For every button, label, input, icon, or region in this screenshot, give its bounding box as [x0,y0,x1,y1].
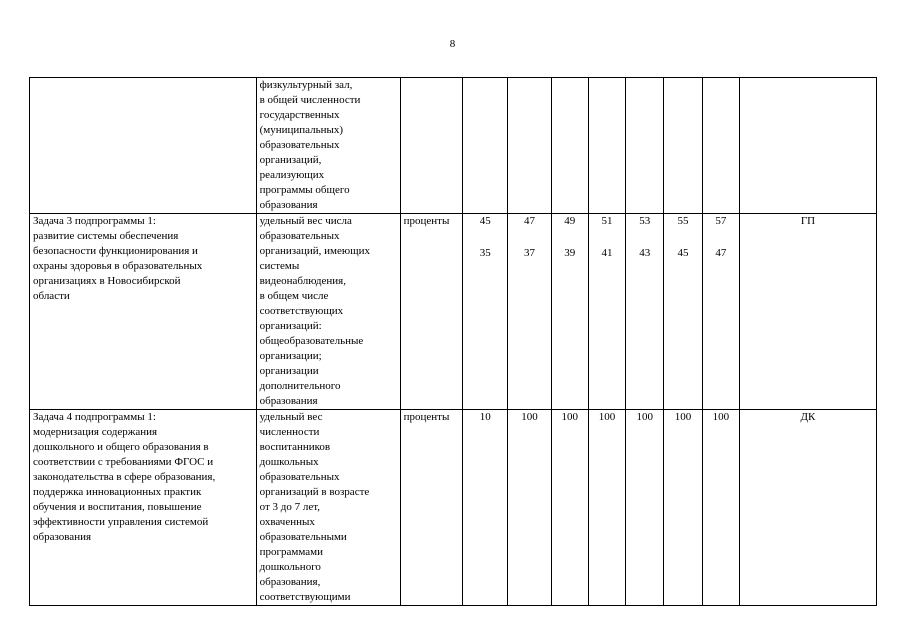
value-cell [508,410,551,606]
responsible-text: ДК [800,411,816,423]
responsible-text: ГП [800,215,816,227]
value-cell [664,214,702,410]
task-cell [30,78,257,214]
task-text: эффективности управления системой [33,516,209,528]
task-text: дошкольного и общего образования в [33,441,209,453]
indicator-text: в общей численности [259,94,361,106]
task-text: Задача 4 подпрограммы 1: [33,411,156,423]
task-text: модернизация содержания [33,426,158,438]
task-cell [30,214,257,410]
task-text: безопасности функционирования и [33,245,198,257]
value-cell [626,78,664,214]
unit-text: проценты [403,215,450,227]
indicator-text: образовательных [259,230,340,242]
indicator-text: дополнительного [259,380,341,392]
value-text: 45 [479,215,491,227]
indicator-text: организации [259,365,319,377]
value-cell [664,410,702,606]
indicator-text: образовательными [259,531,347,543]
value-text-secondary: 37 [524,247,535,259]
indicator-text: организаций: [259,320,322,332]
value-cell [463,78,508,214]
indicator-text: образовательных [259,471,340,483]
indicator-text: физкультурный зал, [259,79,353,91]
indicator-text: охваченных [259,516,315,528]
task-text: законодательства в сфере образования, [33,471,216,483]
indicator-text: соответствующими [259,591,351,603]
value-text: 100 [674,411,692,423]
value-text: 100 [561,411,579,423]
value-text: 100 [598,411,616,423]
value-cell [702,214,739,410]
indicator-text: государственных [259,109,340,121]
indicator-text: организаций в возрасте [259,486,370,498]
page-number: 8 [449,38,456,50]
value-text: 100 [712,411,730,423]
value-cell [588,410,625,606]
value-cell [551,78,588,214]
responsible-cell [739,78,876,214]
indicator-text: общеобразовательные [259,335,364,347]
unit-text: проценты [403,411,450,423]
value-text: 53 [639,215,651,227]
value-text: 55 [677,215,689,227]
indicator-text: образования, [259,576,321,588]
table-row [30,78,877,214]
indicator-text: организаций, имеющих [259,245,370,257]
unit-cell [400,410,462,606]
value-cell [508,214,551,410]
value-text-secondary: 45 [677,247,689,259]
value-text: 49 [564,215,576,227]
responsible-cell [739,410,876,606]
task-text: развитие системы обеспечения [33,230,179,242]
table-row [30,214,877,410]
task-text: Задача 3 подпрограммы 1: [33,215,156,227]
value-cell [664,78,702,214]
task-cell [30,410,257,606]
indicator-text: реализующих [259,169,325,181]
indicator-text: удельный вес [259,411,323,423]
value-text: 10 [479,411,491,423]
indicator-text: удельный вес числа [259,215,352,227]
indicator-cell [256,410,400,606]
indicator-text: образования [259,199,318,211]
indicator-text: системы [259,260,300,272]
value-text: 51 [601,215,613,227]
value-text: 57 [715,215,727,227]
indicators-table [29,77,877,606]
value-cell [508,78,551,214]
value-cell [588,214,625,410]
task-text: образования [33,531,92,543]
indicator-text: от 3 до 7 лет, [259,501,320,513]
responsible-cell [739,214,876,410]
task-text: организациях в Новосибирской [33,275,181,287]
value-text: 47 [524,215,535,227]
value-text-secondary: 43 [639,247,651,259]
indicator-text: дошкольного [259,561,321,573]
value-cell [463,214,508,410]
value-text: 100 [636,411,654,423]
task-text: охраны здоровья в образовательных [33,260,203,272]
value-text-secondary: 39 [564,247,576,259]
indicator-text: соответствующих [259,305,344,317]
indicator-cell [256,214,400,410]
table-row [30,410,877,606]
value-cell [551,214,588,410]
indicator-text: численности [259,426,320,438]
indicator-text: дошкольных [259,456,319,468]
indicator-text: в общем числе [259,290,329,302]
indicator-text: организаций, [259,154,322,166]
indicator-text: образовательных [259,139,340,151]
value-cell [626,410,664,606]
value-text-secondary: 35 [479,247,491,259]
value-cell [702,410,739,606]
indicator-text: видеонаблюдения, [259,275,346,287]
task-text: соответствии с требованиями ФГОС и [33,456,214,468]
value-text-secondary: 41 [601,247,613,259]
indicator-text: образования [259,395,318,407]
indicator-text: (муниципальных) [259,124,344,136]
indicator-text: программы общего [259,184,350,196]
unit-cell [400,214,462,410]
task-text: поддержка инновационных практик [33,486,202,498]
unit-cell [400,78,462,214]
indicator-text: воспитанников [259,441,331,453]
value-cell [463,410,508,606]
indicator-cell [256,78,400,214]
value-cell [588,78,625,214]
indicator-text: организации; [259,350,322,362]
value-cell [626,214,664,410]
task-text: области [33,290,70,302]
task-text: обучения и воспитания, повышение [33,501,202,513]
indicator-text: программами [259,546,323,558]
value-cell [702,78,739,214]
value-cell [551,410,588,606]
value-text: 100 [521,411,538,423]
value-text-secondary: 47 [715,247,727,259]
